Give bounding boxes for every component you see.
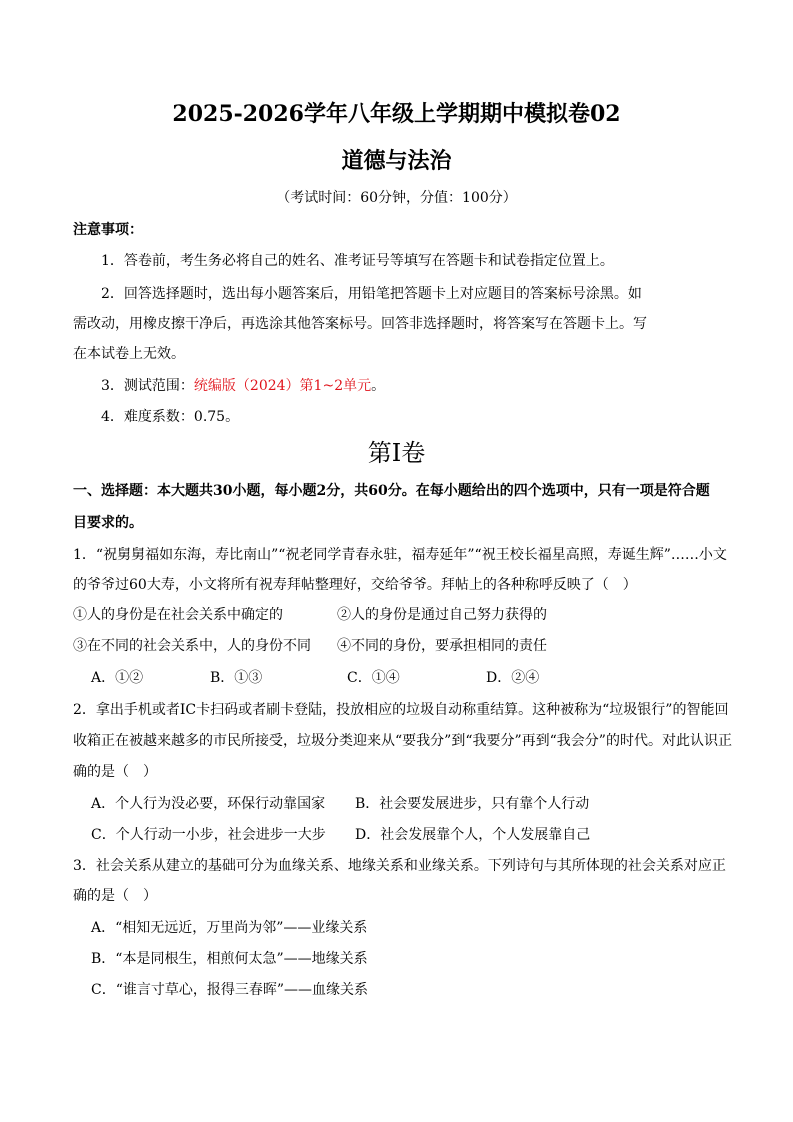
exam-info: （考试时间：60分钟，分值：100分） bbox=[276, 190, 517, 206]
question-2-option-d[interactable]: D．社会发展靠个人，个人发展靠自己 bbox=[355, 827, 591, 843]
question-1-stem-line-1: 1．“祝舅舅福如东海，寿比南山”“祝老同学青春永驻，福寿延年”“祝王校长福星高照，寿诞生辉”……小文 bbox=[73, 547, 727, 563]
question-2-stem-line-3: 确的是（ ） bbox=[73, 764, 157, 780]
question-3-option-c[interactable]: C．“谁言寸草心，报得三春晖”——血缘关系 bbox=[91, 982, 369, 998]
question-2-option-a[interactable]: A．个人行为没必要，环保行动靠国家 bbox=[91, 796, 326, 812]
notice-item-2-line-1: 2．回答选择题时，选出每小题答案后，用铅笔把答题卡上对应题目的答案标号涂黑。如 bbox=[101, 286, 642, 302]
question-2-stem-line-1: 2．拿出手机或者IC卡扫码或者刷卡登陆，投放相应的垃圾自动称重结算。这种被称为“垃圾银行”的智能回 bbox=[73, 702, 729, 718]
section-instruction-line-2: 目要求的。 bbox=[73, 515, 143, 531]
question-1-option-a[interactable]: A．①② bbox=[91, 670, 144, 686]
question-3-stem-line-2: 确的是（ ） bbox=[73, 888, 157, 904]
section-title: 第I卷 bbox=[367, 439, 426, 467]
notice-item-2-line-2: 需改动，用橡皮擦干净后，再选涂其他答案标号。回答非选择题时，将答案写在答题卡上。写 bbox=[73, 316, 647, 332]
question-2-option-b[interactable]: B．社会要发展进步，只有靠个人行动 bbox=[355, 796, 590, 812]
question-2-stem-line-2: 收箱正在被越来越多的市民所接受，垃圾分类迎来从“要我分”到“我要分”再到“我会分”的时代。对此认识正 bbox=[73, 733, 732, 749]
question-3-option-a[interactable]: A．“相知无远近，万里尚为邻”——业缘关系 bbox=[91, 920, 368, 936]
notice-item-3 bbox=[101, 376, 385, 396]
notice-item-3-prefix: 3．测试范围： bbox=[101, 378, 194, 394]
notice-item-4: 4．难度系数：0.75。 bbox=[101, 409, 240, 425]
question-1-statement-2: ②人的身份是通过自己努力获得的 bbox=[337, 607, 547, 623]
question-1-option-d[interactable]: D．②④ bbox=[486, 670, 540, 686]
test-range: 统编版（2024）第1~2单元 bbox=[193, 378, 372, 394]
question-1-option-b[interactable]: B．①③ bbox=[210, 670, 263, 686]
exam-title: 2025-2026学年八年级上学期期中模拟卷02 bbox=[172, 101, 621, 127]
question-1-statement-1: ①人的身份是在社会关系中确定的 bbox=[73, 607, 283, 623]
subject-title: 道德与法治 bbox=[341, 148, 452, 174]
question-1-option-c[interactable]: C．①④ bbox=[347, 670, 400, 686]
notice-heading: 注意事项： bbox=[73, 222, 143, 238]
question-3-stem-line-1: 3．社会关系从建立的基础可分为血缘关系、地缘关系和业缘关系。下列诗句与其所体现的社会关系对应正 bbox=[73, 858, 726, 874]
question-3-option-b[interactable]: B．“本是同根生，相煎何太急”——地缘关系 bbox=[91, 951, 368, 967]
question-1-statement-4: ④不同的身份，要承担相同的责任 bbox=[337, 638, 547, 654]
question-1-statement-3: ③在不同的社会关系中，人的身份不同 bbox=[73, 638, 311, 654]
notice-item-1: 1．答卷前，考生务必将自己的姓名、准考证号等填写在答题卡和试卷指定位置上。 bbox=[101, 253, 614, 269]
section-instruction-line-1: 一、选择题：本大题共30小题，每小题2分，共60分。在每小题给出的四个选项中，只有一项是符合题 bbox=[73, 483, 710, 499]
notice-item-3-suffix: 。 bbox=[371, 378, 386, 394]
question-1-stem-line-2: 的爷爷过60大寿，小文将所有祝寿拜帖整理好，交给爷爷。拜帖上的各种称呼反映了（ ） bbox=[73, 577, 637, 593]
notice-item-2-line-3: 在本试卷上无效。 bbox=[73, 346, 185, 362]
question-2-option-c[interactable]: C．个人行动一小步，社会进步一大步 bbox=[91, 827, 326, 843]
